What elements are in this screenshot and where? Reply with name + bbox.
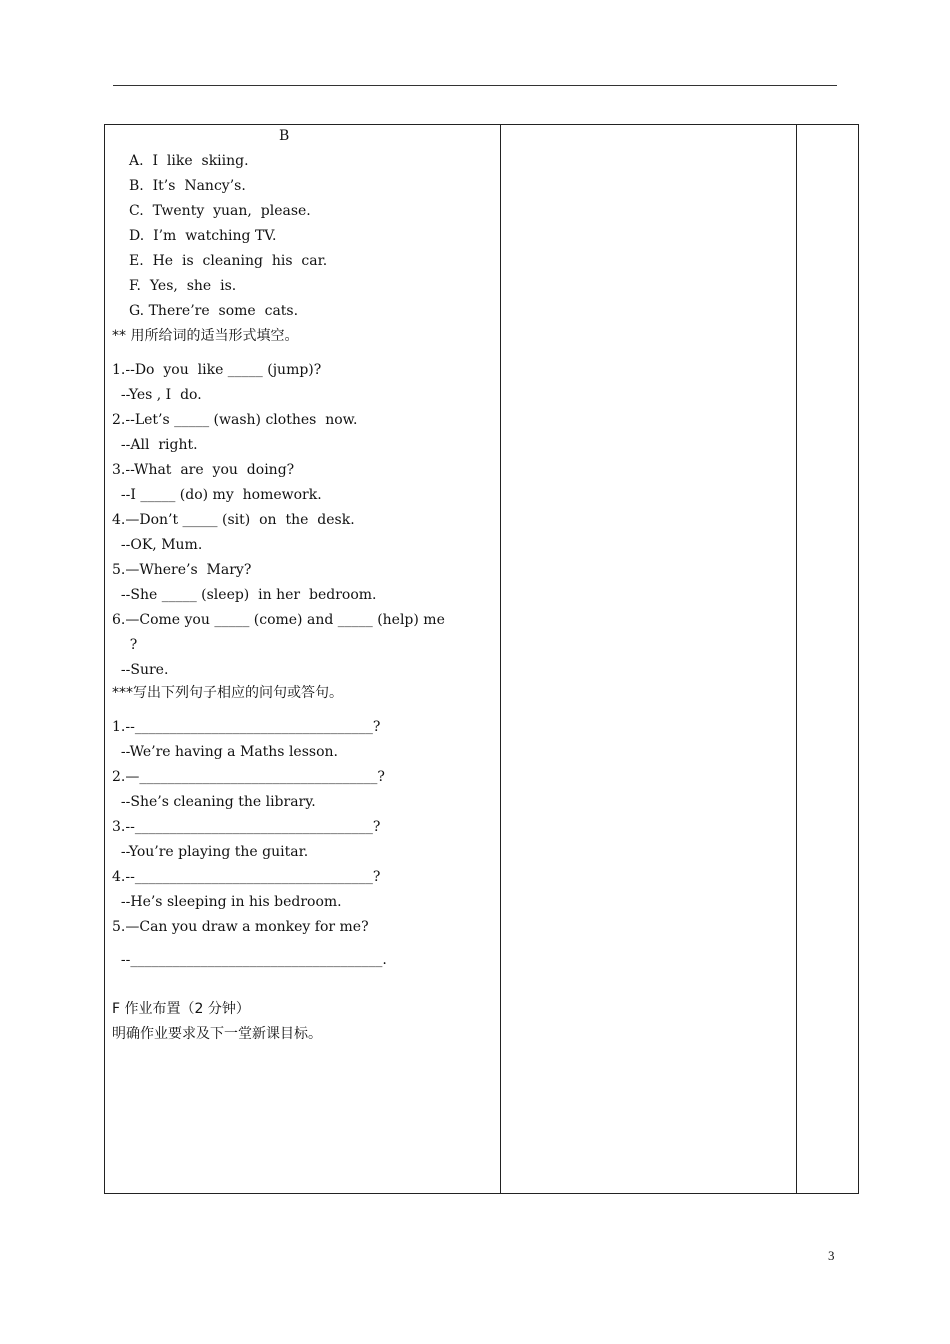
option-c: C. Twenty yuan, please. bbox=[129, 203, 311, 219]
option-b: B. It’s Nancy’s. bbox=[129, 178, 246, 194]
part3-line: --We’re having a Maths lesson. bbox=[112, 744, 338, 760]
page-number: 3 bbox=[828, 1248, 835, 1263]
option-a: A. I like skiing. bbox=[129, 153, 249, 169]
part3-line: 1.--__________________________________? bbox=[112, 719, 381, 735]
part2-line: ? bbox=[112, 637, 138, 653]
part2-line: --Yes , I do. bbox=[112, 387, 202, 403]
part3-line: 4.--__________________________________? bbox=[112, 869, 381, 885]
part2-line: --I _____ (do) my homework. bbox=[112, 487, 322, 503]
part2-line: 2.--Let’s _____ (wash) clothes now. bbox=[112, 412, 358, 428]
homework-text: 明确作业要求及下一堂新课目标。 bbox=[112, 1026, 322, 1042]
part3-heading: ***写出下列句子相应的问句或答句。 bbox=[112, 685, 343, 701]
part2-line: 6.—Come you _____ (come) and _____ (help) me bbox=[112, 612, 445, 628]
part2-line: --She _____ (sleep) in her bedroom. bbox=[112, 587, 377, 603]
part3-line: --You’re playing the guitar. bbox=[112, 844, 309, 860]
part2-line: 1.--Do you like _____ (jump)? bbox=[112, 362, 322, 378]
part3-line: --She’s cleaning the library. bbox=[112, 794, 316, 810]
option-g: G. There’re some cats. bbox=[129, 303, 299, 319]
part3-line: 5.—Can you draw a monkey for me? bbox=[112, 919, 369, 935]
part2-line: 3.--What are you doing? bbox=[112, 462, 295, 478]
part2-line: --OK, Mum. bbox=[112, 537, 203, 553]
part3-line: 2.—__________________________________? bbox=[112, 769, 385, 785]
part2-line: --Sure. bbox=[112, 662, 169, 678]
part2-line: 4.—Don’t _____ (sit) on the desk. bbox=[112, 512, 355, 528]
section-b-label: B bbox=[279, 128, 290, 144]
option-e: E. He is cleaning his car. bbox=[129, 253, 328, 269]
part3-last-answer: --____________________________________. bbox=[112, 952, 387, 968]
part3-line: 3.--__________________________________? bbox=[112, 819, 381, 835]
part2-heading: ** 用所给词的适当形式填空。 bbox=[112, 328, 299, 344]
column-divider-2 bbox=[796, 124, 797, 1194]
option-f: F. Yes, she is. bbox=[129, 278, 237, 294]
column-divider-1 bbox=[500, 124, 501, 1194]
option-d: D. I’m watching TV. bbox=[129, 228, 277, 244]
part2-line: 5.—Where’s Mary? bbox=[112, 562, 252, 578]
header-rule bbox=[113, 85, 837, 86]
homework-title: F 作业布置（2 分钟） bbox=[112, 1001, 250, 1017]
part2-line: --All right. bbox=[112, 437, 198, 453]
part3-line: --He’s sleeping in his bedroom. bbox=[112, 894, 342, 910]
